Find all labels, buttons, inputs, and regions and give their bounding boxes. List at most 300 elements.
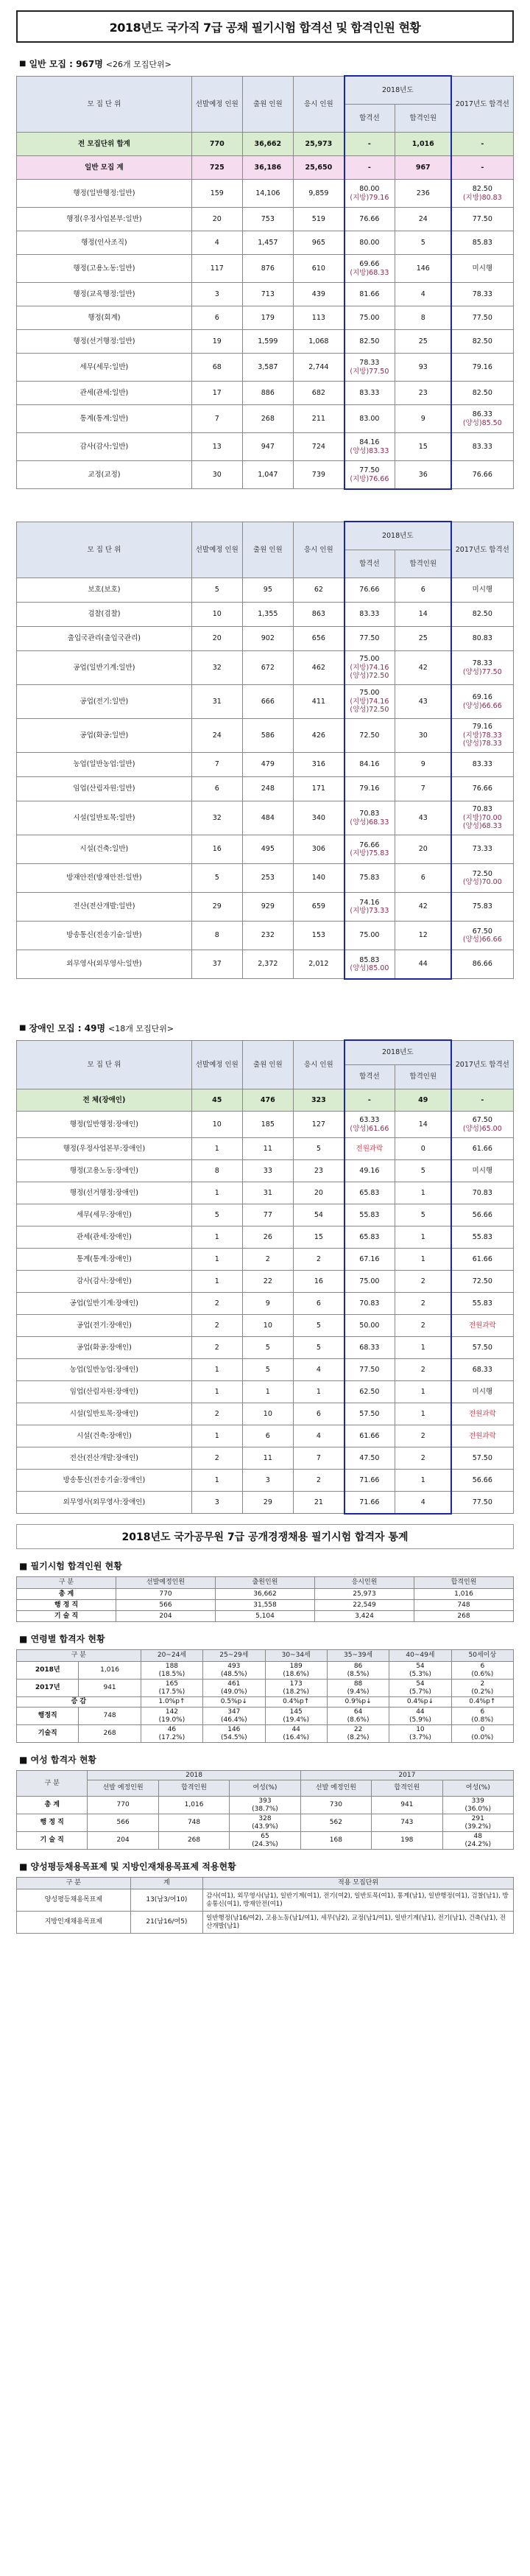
cell-cutoff	[344, 1315, 395, 1337]
cell-line: (지방)76.66	[350, 474, 389, 483]
cell-line: 142	[165, 1708, 179, 1716]
cell	[442, 1814, 513, 1832]
cell-a: 495	[242, 835, 293, 864]
cell-line: (양성)65.00	[462, 1124, 502, 1133]
cell-line: 75.00	[359, 689, 380, 698]
table-row	[17, 1662, 514, 1680]
cell-line: (양성)72.50	[350, 672, 389, 681]
cell-2017	[451, 1160, 513, 1182]
cell-passed: 5	[395, 1160, 451, 1182]
cell-a: 22	[242, 1271, 293, 1293]
cell-t: 25,973	[293, 133, 344, 156]
cell-line: (5.7%)	[409, 1688, 431, 1696]
cell-s: 1	[191, 1138, 242, 1160]
cell-s: 6	[191, 306, 242, 330]
cell-unit: 행정(선거행정:장애인)	[17, 1182, 192, 1204]
cell-t: 1	[293, 1381, 344, 1403]
cell-line: 82.50	[472, 185, 492, 194]
cell-line: 70.83	[472, 805, 492, 814]
table-row	[17, 1589, 514, 1600]
cell-unit: 행정(선거행정:일반)	[17, 330, 192, 354]
cell-line: (양성)85.00	[350, 964, 389, 972]
cell-2017	[451, 1425, 513, 1447]
cell-passed: 0	[395, 1138, 451, 1160]
cell-unit: 외무영사(외무영사:장애인)	[17, 1492, 192, 1514]
cell-line: 57.50	[359, 1409, 380, 1418]
table-row	[17, 777, 514, 801]
cell-unit: 행정(회계)	[17, 306, 192, 330]
cell-2017	[451, 1470, 513, 1492]
cell-a: 1,599	[242, 330, 293, 354]
cell: 21(남16/여5)	[130, 1912, 202, 1934]
cell-2017	[451, 950, 513, 979]
cell-a: 268	[242, 405, 293, 433]
table-row	[17, 1889, 514, 1912]
cell-s: 1	[191, 1359, 242, 1381]
cell-cutoff	[344, 1381, 395, 1403]
cell-line: 80.83	[472, 634, 492, 643]
cell-a: 2	[242, 1249, 293, 1271]
cell-line: 339	[471, 1797, 484, 1805]
cell-unit: 공업(일반기계:일반)	[17, 651, 192, 685]
cell-line: 189	[289, 1662, 303, 1670]
cell-a: 876	[242, 255, 293, 283]
cell-a: 484	[242, 801, 293, 835]
header-row	[17, 522, 514, 550]
cell-line: 81.66	[359, 289, 380, 298]
cell-unit: 세무(세무:장애인)	[17, 1204, 192, 1226]
cell-passed: 30	[395, 719, 451, 753]
cell-unit: 행정(고용노동:장애인)	[17, 1160, 192, 1182]
table-row	[17, 1611, 514, 1622]
cell-cutoff	[344, 893, 395, 922]
cell-line: 55.83	[472, 1299, 492, 1308]
table-row	[17, 603, 514, 627]
cell: 0.5%p↓	[203, 1697, 265, 1708]
cell-line: -	[481, 139, 484, 148]
cell-a: 11	[242, 1138, 293, 1160]
cell-s: 10	[191, 603, 242, 627]
cell-line: (18.5%)	[158, 1670, 186, 1678]
cell-line: 173	[289, 1680, 303, 1688]
cell-cutoff	[344, 1089, 395, 1112]
table-row	[17, 208, 514, 231]
col-header: 구 분	[17, 1577, 116, 1589]
table-row	[17, 1470, 514, 1492]
cell-2017	[451, 1182, 513, 1204]
cell-passed: 44	[395, 950, 451, 979]
cell-line: (9.4%)	[347, 1688, 370, 1696]
cell-line: 88	[353, 1680, 363, 1688]
cell-line: (양성)70.00	[462, 878, 502, 886]
cell	[389, 1708, 451, 1725]
cell-2017	[451, 753, 513, 777]
cell: 1.0%p↑	[141, 1697, 202, 1708]
cell-line: 61.66	[359, 1431, 380, 1440]
cell-line: 54	[416, 1662, 425, 1670]
cell	[141, 1662, 202, 1680]
cell-line: 75.83	[472, 902, 492, 911]
cell-s: 6	[191, 777, 242, 801]
cell-line: (19.4%)	[283, 1716, 309, 1724]
cell-s: 5	[191, 578, 242, 603]
cell-line: 347	[227, 1708, 241, 1716]
table-row	[17, 433, 514, 461]
cell-cutoff	[344, 433, 395, 461]
cell-t: 62	[293, 578, 344, 603]
cell-s: 8	[191, 922, 242, 950]
cell-passed: 8	[395, 306, 451, 330]
cell-line: 83.33	[359, 388, 380, 397]
col-header-2017: 2017년도 합격선	[451, 77, 513, 133]
cell-line: 56.66	[472, 1210, 492, 1219]
cell-2017	[451, 685, 513, 719]
cell: 748	[158, 1814, 229, 1832]
cell-line: 78.33	[359, 359, 380, 368]
cell-unit: 임업(산림자원:일반)	[17, 777, 192, 801]
cell-2017	[451, 1249, 513, 1271]
cell-passed: 1	[395, 1337, 451, 1359]
table-row	[17, 893, 514, 922]
cell-a: 10	[242, 1315, 293, 1337]
cell-passed: 2	[395, 1293, 451, 1315]
col-header-2018: 2018년도	[344, 1041, 451, 1065]
cell-line: (지방)70.00	[462, 813, 502, 822]
cell	[203, 1662, 265, 1680]
cell-t: 439	[293, 283, 344, 306]
cell-t: 426	[293, 719, 344, 753]
cell: 일반행정(남16/여2), 고용노동(남1/여1), 세무(남2), 교정(남1/여1), 일반기계(남1), 전기(남1), 건축(남1), 전산개발(남1)	[203, 1912, 514, 1934]
cell	[389, 1725, 451, 1743]
cell-s: 2	[191, 1447, 242, 1470]
col-header: 여성(%)	[230, 1780, 300, 1797]
cell-line: (39.2%)	[464, 1822, 492, 1831]
cell-line: 165	[165, 1680, 179, 1688]
col-header: 적용 모집단위	[203, 1878, 514, 1889]
table-row	[17, 578, 514, 603]
cell	[230, 1832, 300, 1850]
cell-cutoff	[344, 231, 395, 255]
cell-unit: 행정(우정사업본부:장애인)	[17, 1138, 192, 1160]
table-row	[17, 180, 514, 208]
col-header-selected: 선발예정 인원	[191, 1041, 242, 1089]
cell-2017	[451, 354, 513, 382]
cell-line: 78.33	[472, 659, 492, 668]
cell-line: (지방)68.33	[350, 268, 389, 277]
col-header-passed: 합격인원	[395, 550, 451, 578]
cell-cutoff	[344, 1138, 395, 1160]
cell-passed: 5	[395, 1204, 451, 1226]
col-header: 여성(%)	[442, 1780, 513, 1797]
cell-2017	[451, 208, 513, 231]
cell-line: 493	[227, 1662, 241, 1670]
cell-cutoff	[344, 1293, 395, 1315]
cell-s: 7	[191, 753, 242, 777]
cell: 기 술 직	[17, 1832, 88, 1850]
cell: 기 술 직	[17, 1611, 116, 1622]
cell-2017	[451, 156, 513, 180]
cell-2017	[451, 578, 513, 603]
cell-passed: 4	[395, 1492, 451, 1514]
col-header-2018: 2018년도	[344, 522, 451, 550]
cell-line: (양성)66.66	[462, 936, 502, 944]
cell-line: 80.00	[359, 238, 380, 247]
cell	[230, 1814, 300, 1832]
cell-t: 140	[293, 864, 344, 893]
stats-table-age	[16, 1649, 514, 1743]
cell-cutoff	[344, 603, 395, 627]
page-title-text: 2018년도 국가직 7급 공채 필기시험 합격선 및 합격인원 현황	[109, 20, 421, 35]
table-row	[17, 1381, 514, 1403]
cell-line: (38.7%)	[252, 1805, 278, 1813]
cell-line: 61.66	[472, 1254, 492, 1263]
cell-passed: 24	[395, 208, 451, 231]
cell-2017	[451, 801, 513, 835]
cell-passed: 25	[395, 627, 451, 651]
col-header: 구 분	[17, 1878, 131, 1889]
cell-t: 306	[293, 835, 344, 864]
cell-line: 79.16	[359, 785, 380, 793]
cell-a: 1	[242, 1381, 293, 1403]
header-row	[17, 1878, 514, 1889]
cell-t: 2	[293, 1249, 344, 1271]
cell-line: 68.33	[359, 1343, 380, 1352]
cell-s: 32	[191, 651, 242, 685]
col-header-passed: 합격인원	[395, 105, 451, 133]
col-header: 구 분	[17, 1771, 88, 1797]
col-header-2017: 2017	[300, 1771, 513, 1780]
cell-s: 20	[191, 208, 242, 231]
stats-table-women	[16, 1770, 514, 1850]
table-row	[17, 1182, 514, 1204]
cell-line: 82.50	[359, 337, 380, 345]
table-row	[17, 1249, 514, 1271]
cell-line: 72.50	[359, 731, 380, 740]
cell-unit: 감사(감사:일반)	[17, 433, 192, 461]
table-row	[17, 330, 514, 354]
cell-passed: 9	[395, 753, 451, 777]
table-general-1-wrap	[16, 76, 514, 489]
cell-line: (지방)80.83	[462, 193, 502, 202]
cell-line: 76.66	[359, 586, 380, 594]
cell-line: 78.33	[472, 289, 492, 298]
cell-cutoff	[344, 133, 395, 156]
cell-cutoff	[344, 1492, 395, 1514]
table-row	[17, 922, 514, 950]
cell-cutoff	[344, 753, 395, 777]
cell-line: (54.5%)	[221, 1733, 247, 1741]
cell	[451, 1680, 513, 1697]
cell-a: 77	[242, 1204, 293, 1226]
cell-line: 79.16	[472, 723, 492, 731]
cell-s: 2	[191, 1293, 242, 1315]
cell-t: 1,068	[293, 330, 344, 354]
cell-unit: 공업(일반기계:장애인)	[17, 1293, 192, 1315]
stats-title-text: 2018년도 국가공무원 7급 공개경쟁채용 필기시험 합격자 통계	[121, 1531, 409, 1543]
cell-line: 전원과락	[468, 1409, 496, 1418]
cell-a: 479	[242, 753, 293, 777]
cell-line: -	[367, 1095, 371, 1104]
cell-line: 74.16	[359, 898, 380, 907]
cell-line: (49.0%)	[221, 1688, 247, 1696]
cell-line: 84.16	[359, 438, 380, 447]
cell	[265, 1708, 327, 1725]
cell-2017	[451, 133, 513, 156]
cell-a: 2,372	[242, 950, 293, 979]
cell: 2017년	[17, 1680, 79, 1697]
table-row	[17, 354, 514, 382]
cell-line: 77.50	[359, 466, 380, 475]
cell: 총 계	[17, 1589, 116, 1600]
col-header: 20~24세	[141, 1650, 202, 1662]
cell-a: 9	[242, 1293, 293, 1315]
cell-line: 84.16	[359, 760, 380, 769]
cell	[230, 1797, 300, 1814]
cell: 지방인재채용목표제	[17, 1912, 131, 1934]
cell: 0.4%p↑	[265, 1697, 327, 1708]
cell-line: 71.66	[359, 1498, 380, 1506]
cell	[203, 1680, 265, 1697]
cell-line: 61.66	[472, 1144, 492, 1153]
cell-line: 83.33	[472, 760, 492, 769]
col-header-selected: 선발예정 인원	[191, 522, 242, 578]
section-general-label: 일반 모집 : 967명	[29, 59, 103, 69]
col-header-passed: 합격인원	[395, 1065, 451, 1089]
cell-a: 6	[242, 1425, 293, 1447]
col-header: 계	[130, 1878, 202, 1889]
cell-line: -	[481, 1095, 484, 1104]
cell: 730	[300, 1797, 371, 1814]
cell-line: 76.66	[472, 470, 492, 479]
cell-2017	[451, 864, 513, 893]
cell	[327, 1708, 389, 1725]
cell-t: 21	[293, 1492, 344, 1514]
cell-t: 411	[293, 685, 344, 719]
cell-line: (5.3%)	[409, 1670, 431, 1678]
cell-a: 586	[242, 719, 293, 753]
cell-2017	[451, 306, 513, 330]
cell	[389, 1680, 451, 1697]
cell-s: 10	[191, 1112, 242, 1138]
cell-s: 16	[191, 835, 242, 864]
col-header-unit: 모 집 단 위	[17, 77, 192, 133]
cell-unit: 행정(인사조직)	[17, 231, 192, 255]
cell-line: 70.83	[472, 1188, 492, 1197]
cell-t: 25,650	[293, 156, 344, 180]
cell-unit: 농업(일반농업:일반)	[17, 753, 192, 777]
stats-4-heading: ■ 양성평등채용목표제 및 지방인재채용목표제 적용현황	[19, 1861, 236, 1872]
cell-line: (8.6%)	[347, 1716, 370, 1724]
cell-line: (5.9%)	[409, 1716, 431, 1724]
cell-passed: 42	[395, 893, 451, 922]
col-header-unit: 모 집 단 위	[17, 522, 192, 578]
col-header-2017: 2017년도 합격선	[451, 522, 513, 578]
cell-passed: 1	[395, 1182, 451, 1204]
cell-unit: 시설(건축:일반)	[17, 835, 192, 864]
cell-cutoff	[344, 255, 395, 283]
cell-cutoff	[344, 950, 395, 979]
col-header: 응시인원	[315, 1577, 414, 1589]
section-disabled-label: 장애인 모집 : 49명	[29, 1023, 106, 1033]
cell-a: 5	[242, 1359, 293, 1381]
cell	[265, 1662, 327, 1680]
cell-unit: 행정(교육행정:일반)	[17, 283, 192, 306]
cell-t: 2,012	[293, 950, 344, 979]
col-header-taken: 응시 인원	[293, 77, 344, 133]
stats-1-heading: ■ 필기시험 합격인원 현황	[19, 1561, 122, 1571]
cell-unit: 일반 모집 계	[17, 156, 192, 180]
cell-line: -	[481, 163, 484, 172]
cell-line: 77.50	[359, 1365, 380, 1374]
col-header-applied: 출원 인원	[242, 1041, 293, 1089]
cell-line: 77.50	[472, 313, 492, 322]
cell	[265, 1725, 327, 1743]
cell-s: 2	[191, 1403, 242, 1425]
cell-2017	[451, 922, 513, 950]
cell: 168	[300, 1832, 371, 1850]
table-row	[17, 1447, 514, 1470]
col-header: 40~49세	[389, 1650, 451, 1662]
cell: 0.4%p↓	[389, 1697, 451, 1708]
cell-cutoff	[344, 1447, 395, 1470]
header-row	[17, 77, 514, 105]
cell-line: 47.50	[359, 1453, 380, 1462]
cell-t: 659	[293, 893, 344, 922]
cell-a: 33	[242, 1160, 293, 1182]
cell-line: 65.83	[359, 1188, 380, 1197]
cell-cutoff	[344, 208, 395, 231]
cell-t: 211	[293, 405, 344, 433]
col-header-2017: 2017년도 합격선	[451, 1041, 513, 1089]
header-row	[17, 1041, 514, 1065]
cell-cutoff	[344, 1470, 395, 1492]
stats-table-target	[16, 1877, 514, 1934]
col-header: 합격인원	[372, 1780, 442, 1797]
cell-unit: 통계(통계:일반)	[17, 405, 192, 433]
cell: 268	[79, 1725, 141, 1743]
cell-line: (8.2%)	[347, 1733, 370, 1741]
cell-s: 20	[191, 627, 242, 651]
cell: 22,549	[315, 1600, 414, 1611]
cell: 행정직	[17, 1708, 79, 1725]
cell-cutoff	[344, 1337, 395, 1359]
cell-cutoff	[344, 1249, 395, 1271]
cell-unit: 행정(일반행정:일반)	[17, 180, 192, 208]
cell	[203, 1725, 265, 1743]
table-row	[17, 1797, 514, 1814]
table-row	[17, 1112, 514, 1138]
cell-unit: 행정(일반행정:장애인)	[17, 1112, 192, 1138]
cell-unit: 행정(고용노동:일반)	[17, 255, 192, 283]
cell-unit: 관세(관세:장애인)	[17, 1226, 192, 1249]
cell-line: (지방)75.83	[350, 849, 389, 857]
cell-line: 80.00	[359, 185, 380, 194]
cell-passed: 2	[395, 1447, 451, 1470]
cell-unit: 외무영사(외무영사:일반)	[17, 950, 192, 979]
table-row	[17, 1425, 514, 1447]
table-row	[17, 1680, 514, 1697]
table-row	[17, 835, 514, 864]
cell-t: 54	[293, 1204, 344, 1226]
cell-s: 1	[191, 1182, 242, 1204]
cell-unit: 시설(일반토목:장애인)	[17, 1403, 192, 1425]
cell-unit: 행정(우정사업본부:일반)	[17, 208, 192, 231]
cell-line: 71.66	[359, 1475, 380, 1484]
cell-a: 672	[242, 651, 293, 685]
square-bullet-icon: ■	[19, 60, 26, 68]
stats-table-pass	[16, 1576, 514, 1622]
cell-2017	[451, 1204, 513, 1226]
